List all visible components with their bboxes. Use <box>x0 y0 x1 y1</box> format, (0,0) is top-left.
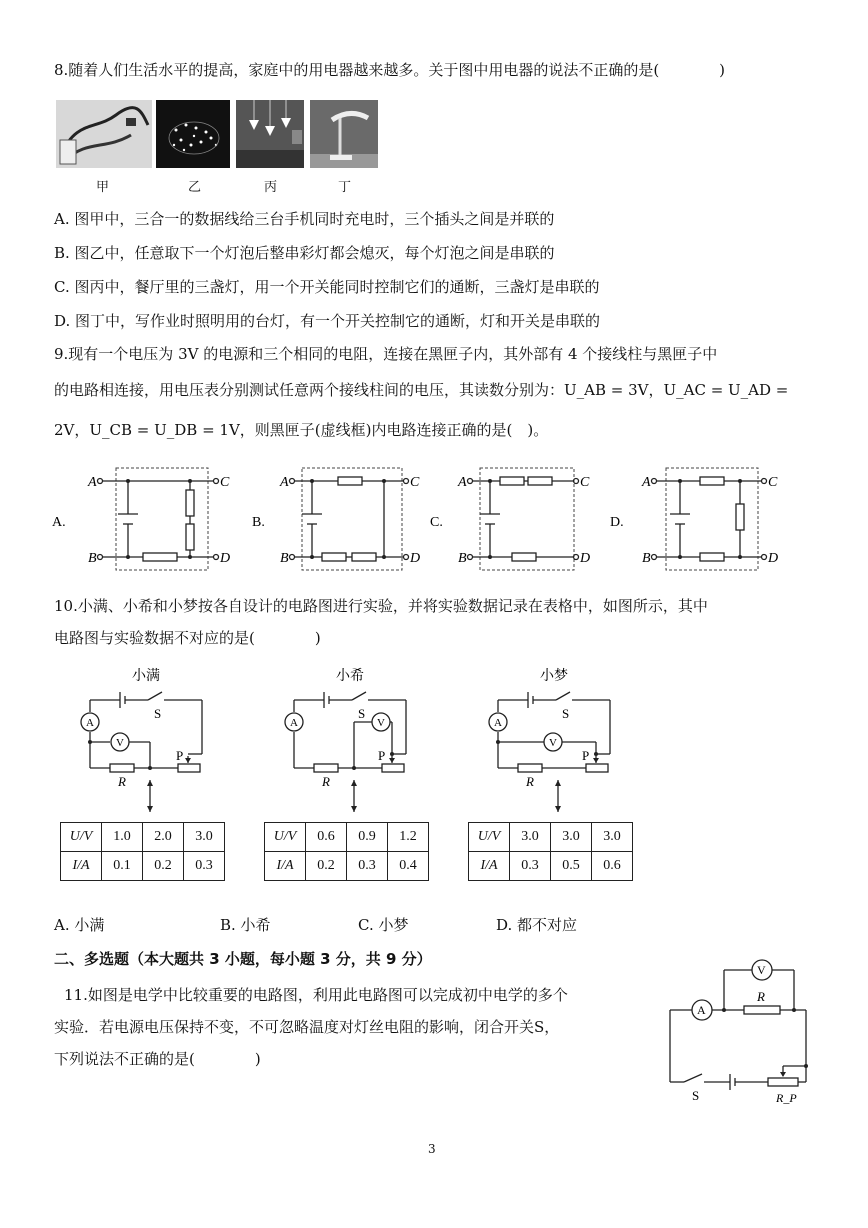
q8-option-c: C. 图丙中，餐厅里的三盏灯，用一个开关能同时控制它们的通断，三盏灯是串联的 <box>54 278 600 296</box>
svg-text:C: C <box>768 475 778 490</box>
svg-text:A: A <box>494 717 502 729</box>
svg-text:P: P <box>378 748 386 763</box>
photo-ding <box>310 100 378 168</box>
photo-label-ding: 丁 <box>338 180 352 195</box>
section-title: 二、多选题（本大题共 3 小题，每小题 3 分，共 9 分） <box>54 950 432 968</box>
q8-option-a: A. 图甲中，三合一的数据线给三台手机同时充电时，三个插头之间是并联的 <box>54 210 555 228</box>
q8-option-d: D. 图丁中，写作业时照明用的台灯，有一个开关控制它的通断，灯和开关是串联的 <box>54 312 601 330</box>
q11-circuit <box>660 952 820 1112</box>
svg-text:B: B <box>88 551 97 566</box>
svg-text:R: R <box>526 774 534 789</box>
photo-label-bing: 丙 <box>264 180 278 195</box>
svg-text:D: D <box>220 551 231 566</box>
svg-text:V: V <box>116 737 124 749</box>
q10-table-xiaomeng: U/V 3.0 3.0 3.0 I/A 0.3 0.5 0.6 <box>468 822 633 881</box>
svg-text:S: S <box>358 706 366 721</box>
svg-text:A: A <box>290 717 298 729</box>
svg-text:P: P <box>176 748 184 763</box>
svg-text:C: C <box>410 475 420 490</box>
q8-option-b: B. 图乙中，任意取下一个灯泡后整串彩灯都会熄灭，每个灯泡之间是串联的 <box>54 244 555 262</box>
svg-text:A: A <box>458 475 467 490</box>
svg-text:S: S <box>154 706 162 721</box>
option-letter-d: D. <box>610 515 624 530</box>
q9-line-1: 9.现有一个电压为 3V 的电源和三个相同的电阻，连接在黑匣子内，其外部有 4 个接线柱与黑匣子中 <box>54 345 718 363</box>
q11-line-1: 11.如图是电学中比较重要的电路图，利用此电路图可以完成初中电学的多个 <box>64 986 568 1004</box>
svg-text:V: V <box>549 737 557 749</box>
option-letter-b: B. <box>252 515 265 530</box>
svg-text:B: B <box>642 551 651 566</box>
svg-text:P: P <box>582 748 590 763</box>
q9-circuit-c <box>428 462 598 576</box>
photo-yi <box>156 100 230 168</box>
svg-text:V: V <box>377 717 385 729</box>
q10-option-b: B. 小希 <box>220 916 271 934</box>
option-letter-c: C. <box>430 515 443 530</box>
svg-text:R: R <box>757 989 765 1004</box>
q9-line-2: 的电路相连接，用电压表分别测试任意两个接线柱间的电压，其读数分别为：U_AB = 3V，U_AC = U_AD = <box>54 381 789 399</box>
option-letter-a: A. <box>52 515 66 530</box>
page-number: 3 <box>428 1142 436 1156</box>
q11-line-2: 实验．若电源电压保持不变，不可忽略温度对灯丝电阻的影响，闭合开关S， <box>54 1018 560 1036</box>
svg-text:A: A <box>86 717 94 729</box>
q10-line-1: 10.小满、小希和小梦按各自设计的电路图进行实验，并将实验数据记录在表格中，如图所示，其中 <box>54 597 708 615</box>
svg-text:R_P: R_P <box>776 1091 797 1105</box>
q10-circuit-xiaoman <box>70 662 220 822</box>
q9-circuit-b <box>250 462 425 576</box>
q10-table-xiaoxi: U/V 0.6 0.9 1.2 I/A 0.2 0.3 0.4 <box>264 822 429 881</box>
circuit-name: 小希 <box>336 669 364 684</box>
q10-circuit-xiaoxi <box>274 662 424 822</box>
svg-text:D: D <box>410 551 421 566</box>
q11-line-3: 下列说法不正确的是( ) <box>54 1050 261 1068</box>
svg-text:V: V <box>757 963 766 977</box>
q10-line-2: 电路图与实验数据不对应的是( ) <box>54 629 321 647</box>
svg-text:C: C <box>580 475 590 490</box>
svg-text:D: D <box>580 551 591 566</box>
photo-bing <box>236 100 304 168</box>
svg-text:A: A <box>642 475 651 490</box>
q9-line-3: 2V，U_CB = U_DB = 1V，则黑匣子(虚线框)内电路连接正确的是( )。 <box>54 421 549 439</box>
svg-text:A: A <box>88 475 97 490</box>
q10-circuit-xiaomeng <box>478 662 628 822</box>
circuit-name: 小梦 <box>540 669 568 684</box>
svg-text:C: C <box>220 475 230 490</box>
q9-circuit-d <box>608 462 788 576</box>
photo-jia <box>56 100 152 168</box>
svg-text:A: A <box>280 475 289 490</box>
svg-text:R: R <box>322 774 330 789</box>
photo-label-yi: 乙 <box>188 180 202 195</box>
q10-option-c: C. 小梦 <box>358 916 409 934</box>
q9-circuit-a <box>50 462 240 576</box>
svg-text:A: A <box>697 1003 706 1017</box>
photo-label-jia: 甲 <box>96 180 110 195</box>
q10-table-xiaoman: U/V 1.0 2.0 3.0 I/A 0.1 0.2 0.3 <box>60 822 225 881</box>
q8-stem: 8.随着人们生活水平的提高，家庭中的用电器越来越多。关于图中用电器的说法不正确的是( ) <box>54 61 726 79</box>
q10-option-d: D. 都不对应 <box>496 916 578 934</box>
svg-text:B: B <box>458 551 467 566</box>
svg-text:S: S <box>562 706 570 721</box>
svg-text:S: S <box>692 1088 700 1103</box>
svg-text:B: B <box>280 551 289 566</box>
q10-option-a: A. 小满 <box>54 916 105 934</box>
circuit-name: 小满 <box>132 669 160 684</box>
svg-text:R: R <box>118 774 126 789</box>
svg-text:D: D <box>768 551 779 566</box>
